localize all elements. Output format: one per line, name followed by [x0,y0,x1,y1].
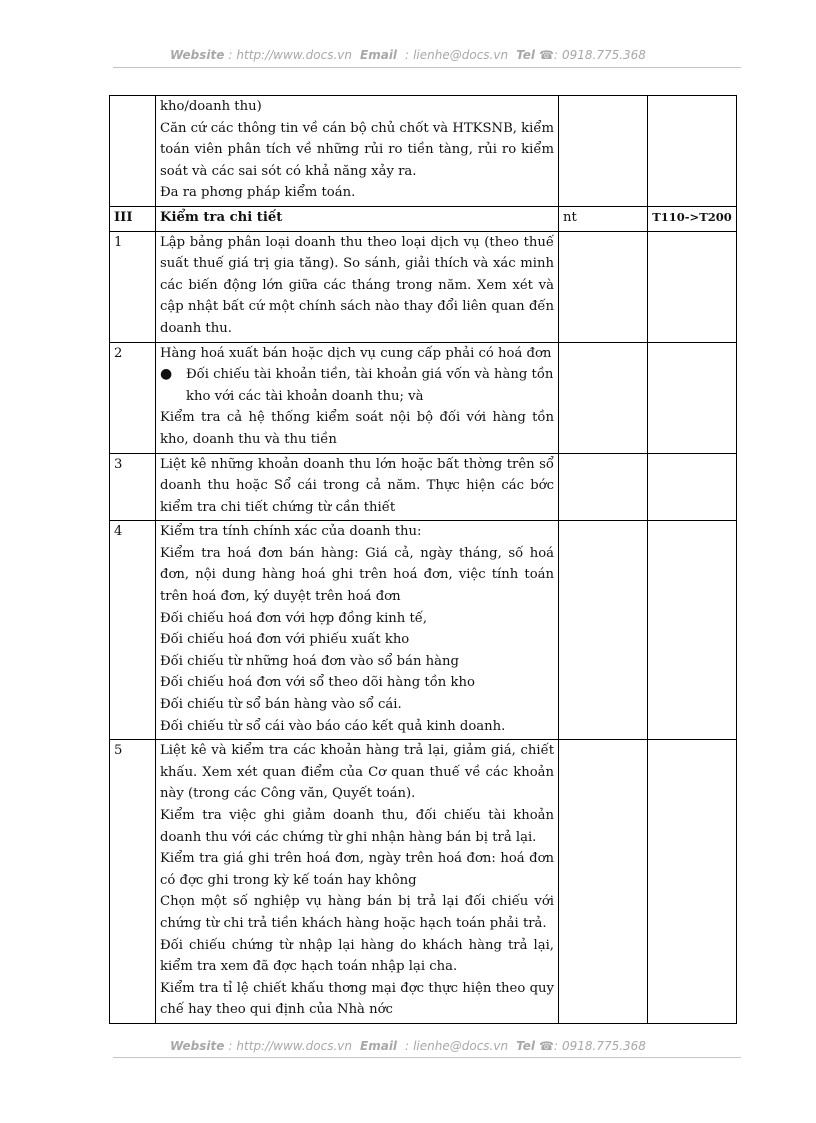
section-ref: nt [559,206,648,231]
row-number [110,96,156,207]
row-ref [559,740,648,1024]
row-line: kho/doanh thu) [160,99,262,114]
row-line: Kiểm tra tỉ lệ chiết khấu thơng mại đợc thực hiện theo quy chế hay theo qui định của Nhà nớc [160,980,554,1018]
row-line: Đối chiếu hoá đơn với sổ theo dõi hàng tồn kho [160,675,475,691]
row-line: Liệt kê những khoản doanh thu lớn hoặc bất thờng trên sổ doanh thu hoặc Sổ cái trong cả năm. Thực hiện các bớc kiểm tra chi tiết chứng từ cần thiết [160,456,554,515]
row-line: Hàng hoá xuất bán hoặc dịch vụ cung cấp phải có hoá đơn [160,345,552,361]
footer-website-url[interactable]: http://www.docs.vn [236,1039,353,1053]
row-description [156,342,559,453]
table-row [110,453,737,521]
header-tel-value: 0918.775.368 [561,48,646,62]
row-number: 5 [110,740,156,1024]
phone-icon: ☎ [538,48,554,62]
row-ref [559,96,648,207]
row-line: Đối chiếu từ sổ bán hàng vào sổ cái. [160,697,402,713]
bullet-icon: ● [160,366,173,383]
table-row [110,342,737,453]
row-line: Đối chiếu hoá đơn với hợp đồng kinh tế, [160,610,428,626]
row-line: Kiểm tra giá ghi trên hoá đơn, ngày trên hoá đơn: hoá đơn có đợc ghi trong kỳ kế toán hay không [160,851,554,888]
row-code [648,521,737,740]
section-number: III [110,206,156,231]
bullet-item [160,364,554,386]
footer-tel-label: Tel [516,1039,535,1053]
row-ref [559,231,648,342]
row-code [648,96,737,207]
row-line: Kiểm tra việc ghi giảm doanh thu, đối chiếu tài khoản doanh thu với các chứng từ ghi nhận hàng bán bị trả lại. [160,808,554,845]
row-number: 4 [110,521,156,740]
row-number: 2 [110,342,156,453]
header-website-url[interactable]: http://www.docs.vn [236,48,353,62]
row-ref [559,521,648,740]
row-line: Liệt kê và kiểm tra các khoản hàng trả lại, giảm giá, chiết khấu. Xem xét quan điểm của Cơ quan thuế về các khoản này (trong các Công văn, Quyết toán). [160,743,554,802]
row-line: Chọn một số nghiệp vụ hàng bán bị trả lại đối chiếu với chứng từ chi trả tiền khách hàng hoặc hạch toán phải trả. [160,894,554,931]
row-ref [559,453,648,521]
row-description [156,96,559,207]
row-code [648,231,737,342]
bullet-text: Đối chiếu tài khoản tiền, tài khoản giá vốn và hàng tồn [186,367,554,383]
header-email-label: Email [360,48,398,62]
table-row [110,96,737,207]
row-line: Kiểm tra cả hệ thống kiểm soát nội bộ đối với hàng tồn kho, doanh thu và thu tiền [160,410,554,447]
section-code: T110->T200 [648,206,737,231]
row-line: Đối chiếu hoá đơn với phiếu xuất kho [160,632,410,648]
row-code [648,342,737,453]
row-description [156,521,559,740]
header-rule [113,67,741,68]
section-row [110,206,737,231]
row-line: Kiểm tra tính chính xác của doanh thu: [160,524,422,540]
row-line: Đối chiếu từ những hoá đơn vào sổ bán hàng [160,653,459,669]
page-header: Website : http://www.docs.vn Email : lienhe@docs.vn Tel ☎: 0918.775.368 [170,48,646,62]
row-description [156,740,559,1024]
phone-icon: ☎ [538,1039,554,1053]
header-tel-label: Tel [516,48,535,62]
footer-email-label: Email [360,1039,398,1053]
row-number: 3 [110,453,156,521]
footer-rule [113,1057,741,1058]
row-line: Căn cứ các thông tin về cán bộ chủ chốt và HTKSNB, kiểm toán viên phân tích về những rủi ro tiền tàng, rủi ro kiểm soát và các sai sót có khả năng xảy ra. [160,120,554,179]
footer-website-label: Website [170,1039,225,1053]
page-footer: Website : http://www.docs.vn Email : lienhe@docs.vn Tel ☎: 0918.775.368 [170,1039,646,1053]
table-row [110,521,737,740]
row-description [156,453,559,521]
row-number: 1 [110,231,156,342]
row-line: Kiểm tra hoá đơn bán hàng: Giá cả, ngày tháng, số hoá đơn, nội dung hàng hoá ghi trên hoá đơn, việc tính toán trên hoá đơn, ký duyệt trên hoá đơn [160,545,554,605]
row-description [156,231,559,342]
row-code [648,740,737,1024]
row-line: Lập bảng phân loại doanh thu theo loại dịch vụ (theo thuế suất thuế giá trị gia tăng). So sánh, giải thích và xác minh các biến động lớn giữa các tháng trong năm. Xem xét và cập nhật bất cứ một chính sách nào thay đổi liên quan đến doanh thu. [160,234,554,336]
footer-tel-value: 0918.775.368 [561,1039,646,1053]
row-line: Đa ra phơng pháp kiểm toán. [160,185,356,201]
header-website-label: Website [170,48,225,62]
header-email-value[interactable]: lienhe@docs.vn [413,48,509,62]
audit-procedure-table [109,95,737,1024]
row-code [648,453,737,521]
section-title: Kiểm tra chi tiết [156,206,559,231]
row-line: Đối chiếu từ sổ cái vào báo cáo kết quả kinh doanh. [160,718,506,734]
bullet-text-continued: kho với các tài khoản doanh thu; và [186,388,424,404]
row-line: Đối chiếu chứng từ nhập lại hàng do khách hàng trả lại, kiểm tra xem đã đợc hạch toán nhập lại cha. [160,937,554,975]
footer-email-value[interactable]: lienhe@docs.vn [413,1039,509,1053]
table-row [110,231,737,342]
row-ref [559,342,648,453]
table-row [110,740,737,1024]
